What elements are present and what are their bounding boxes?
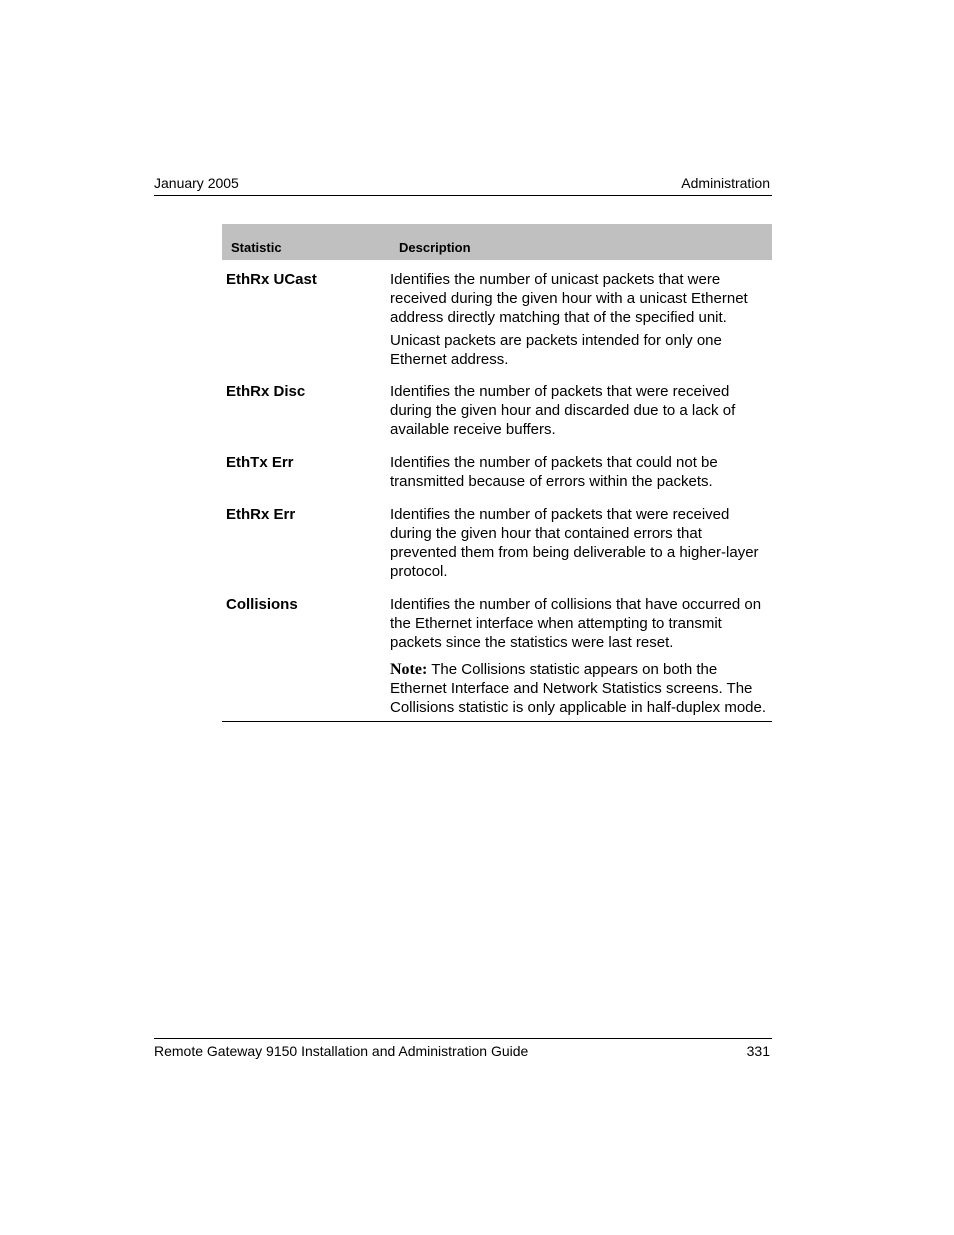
statistic-description — [390, 382, 768, 439]
table-row — [222, 505, 772, 581]
statistic-description — [390, 453, 768, 491]
table-row — [222, 595, 772, 721]
note-text: The Collisions statistic appears on both the Ethernet Interface and Network Statistics screens. The Collisions statistic is only applicable in half-duplex mode. — [390, 661, 767, 716]
statistic-description — [390, 595, 768, 717]
statistic-name: EthTx Err — [226, 454, 294, 471]
header-date: January 2005 — [154, 175, 239, 191]
description-paragraph: Identifies the number of packets that were received during the given hour that contained errors that prevented them from being deliverable to a higher-layer protocol. — [390, 506, 759, 580]
column-header-description: Description — [399, 240, 471, 255]
statistics-table — [222, 224, 772, 722]
statistic-description — [390, 270, 768, 369]
description-paragraph: Identifies the number of packets that were received during the given hour and discarded due to a lack of available receive buffers. — [390, 383, 736, 438]
note-label: Note: — [390, 661, 428, 678]
table-row — [222, 382, 772, 439]
table-header — [222, 224, 772, 260]
statistic-name: EthRx Disc — [226, 383, 306, 400]
statistic-name: EthRx UCast — [226, 271, 317, 288]
statistic-name: Collisions — [226, 596, 298, 613]
column-header-statistic: Statistic — [231, 240, 282, 255]
note-paragraph — [390, 660, 768, 717]
footer-page-number: 331 — [746, 1043, 770, 1059]
page-header — [154, 175, 772, 196]
statistic-description — [390, 505, 768, 581]
description-paragraph: Identifies the number of packets that could not be transmitted because of errors within the packets. — [390, 454, 718, 490]
page-footer — [154, 1038, 772, 1061]
header-section: Administration — [681, 175, 770, 191]
footer-document-title: Remote Gateway 9150 Installation and Administration Guide — [154, 1043, 529, 1059]
description-paragraph: Identifies the number of unicast packets that were received during the given hour with a unicast Ethernet address directly matching that of the specified unit. — [390, 271, 748, 326]
statistic-name: EthRx Err — [226, 506, 296, 523]
table-row — [222, 270, 772, 369]
description-paragraph: Identifies the number of collisions that have occurred on the Ethernet interface when attempting to transmit packets since the statistics were last reset. — [390, 596, 762, 651]
table-row — [222, 453, 772, 491]
description-paragraph: Unicast packets are packets intended for only one Ethernet address. — [390, 332, 722, 368]
